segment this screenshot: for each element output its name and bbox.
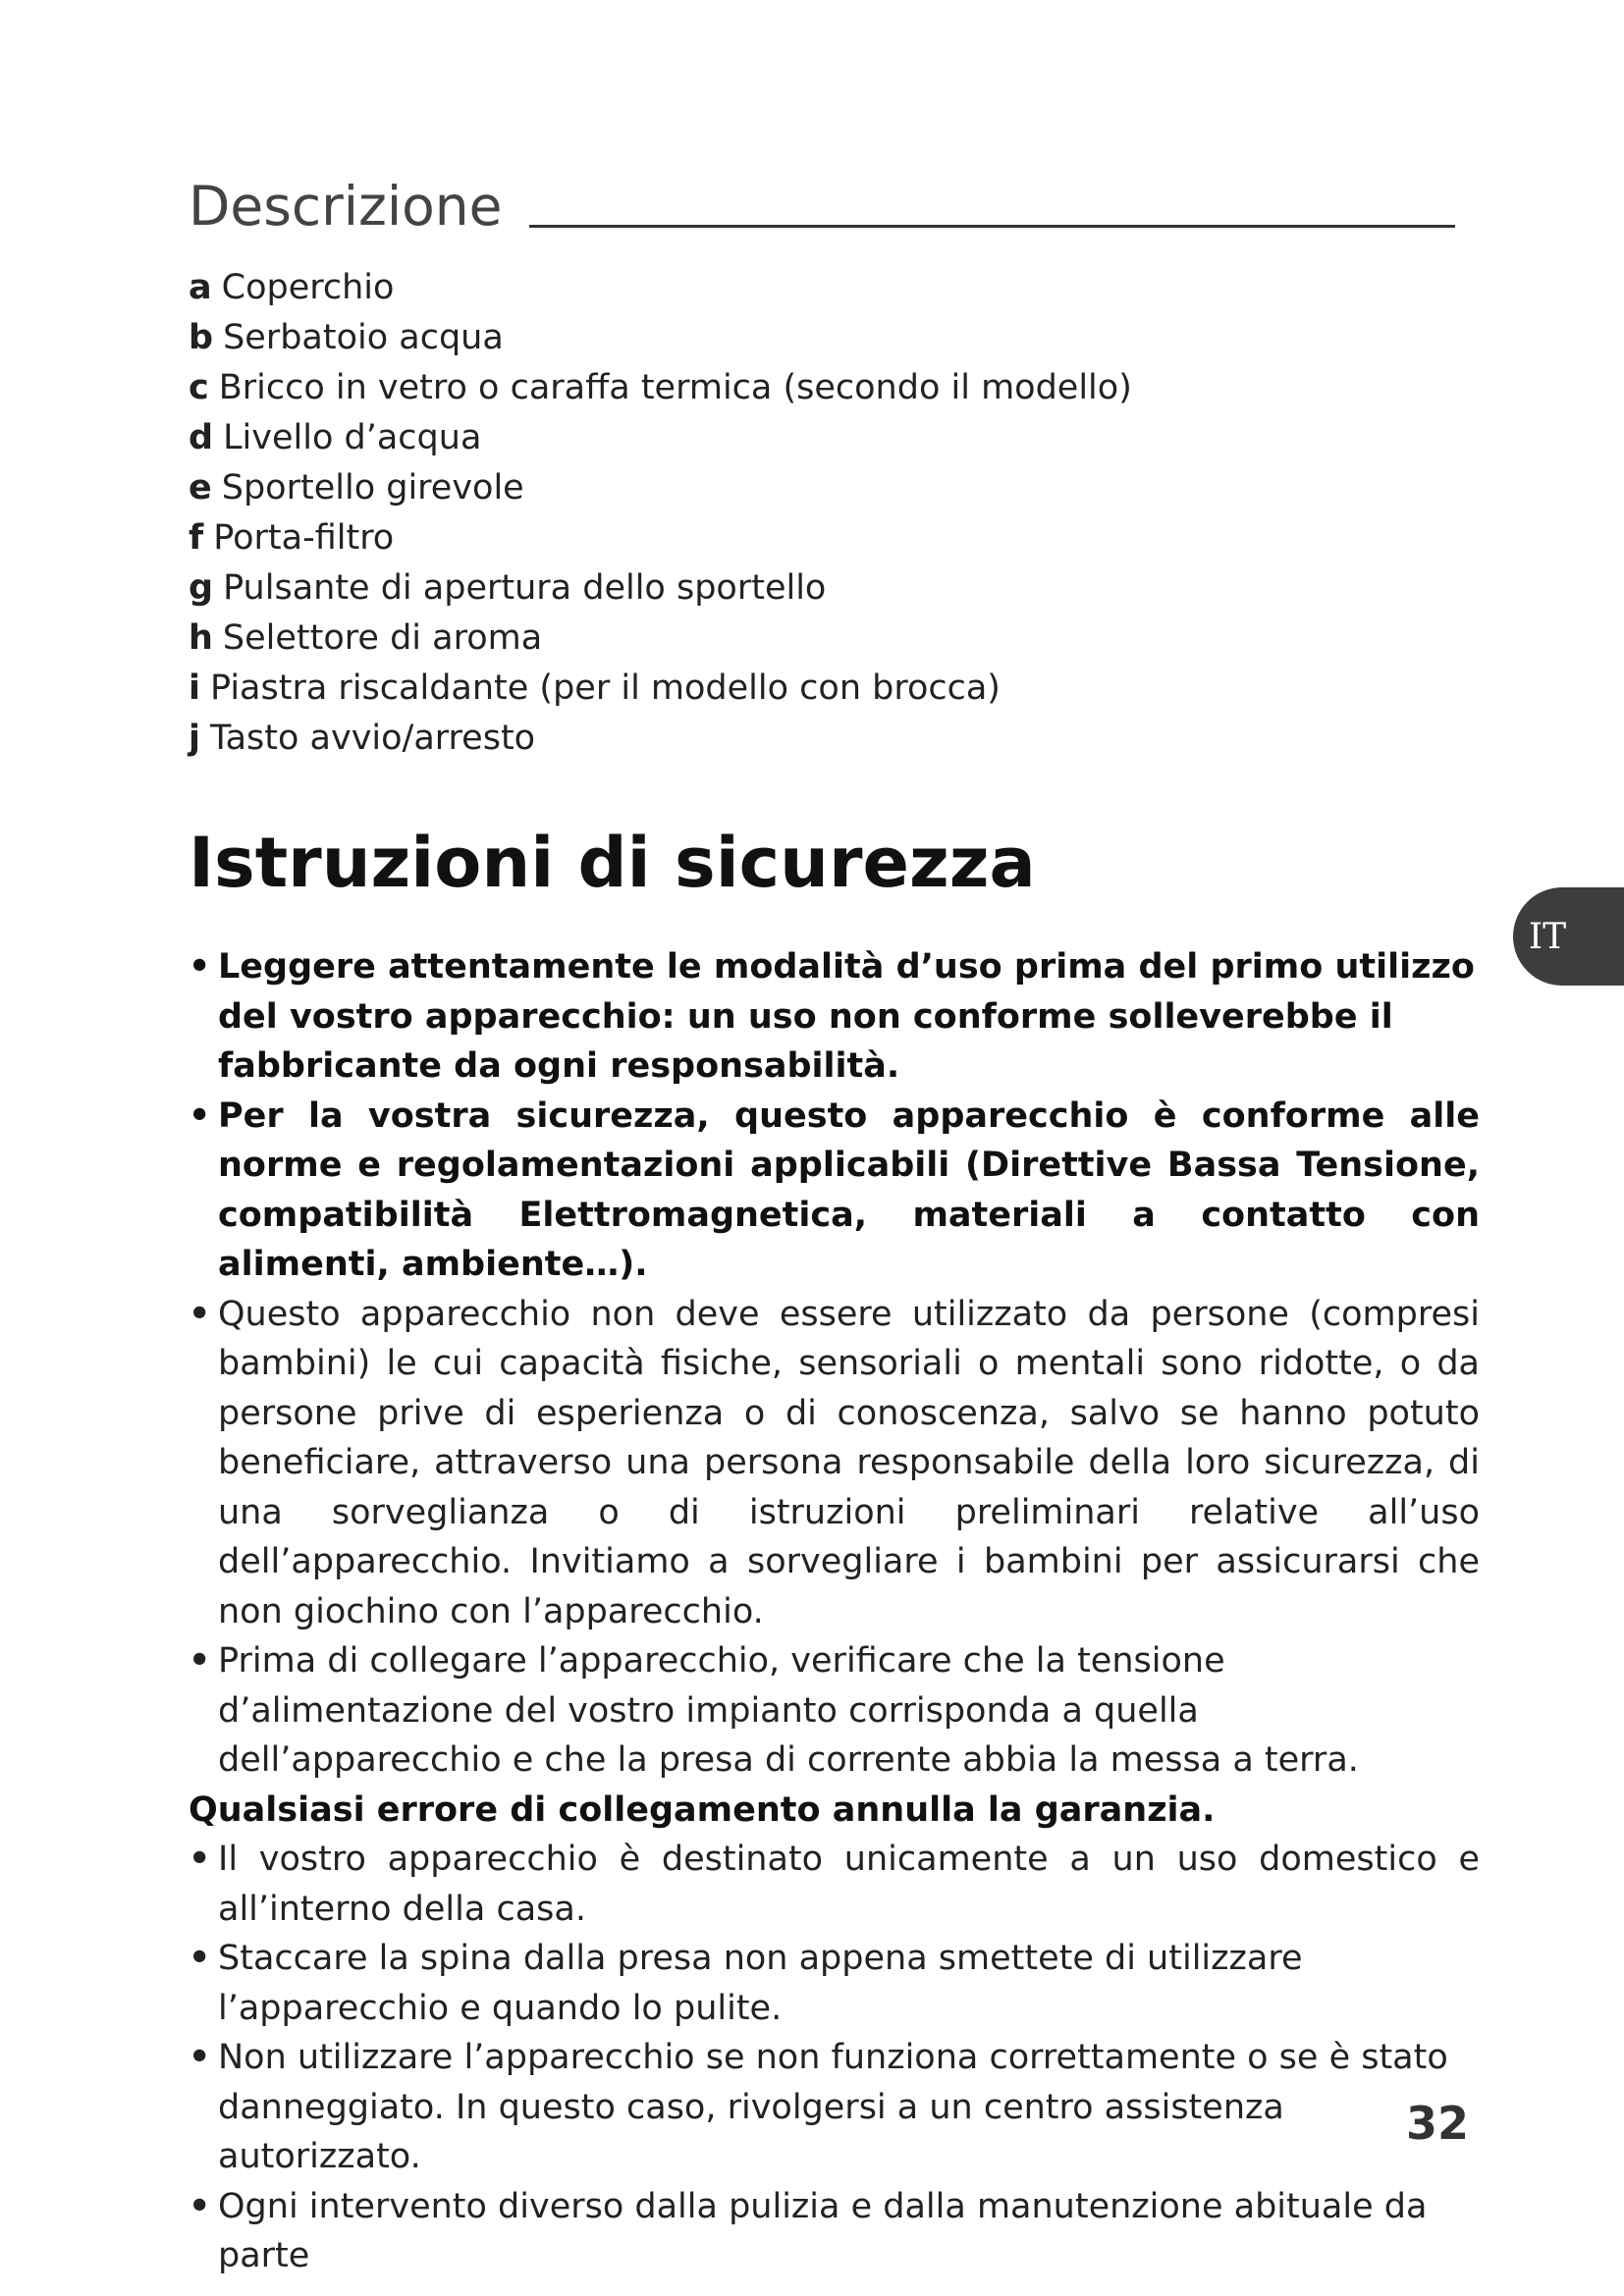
page-number: 32 bbox=[1405, 2097, 1469, 2150]
list-item bbox=[189, 563, 1465, 614]
list-item bbox=[189, 313, 1465, 363]
item-text: Coperchio bbox=[221, 268, 395, 307]
list-item bbox=[189, 263, 1465, 313]
bullet-icon: • bbox=[189, 1939, 211, 1978]
list-item bbox=[189, 664, 1465, 714]
bullet-icon: • bbox=[189, 1641, 211, 1681]
safety-item-text: Prima di collegare l’apparecchio, verificare che la tensione d’alimentazione del vostro impianto corrisponda a quella dell’apparecchio e che la presa di corrente abbia la messa a terra. bbox=[218, 1641, 1359, 1780]
safety-item-text: Per la vostra sicurezza, questo apparecchio è conforme alle norme e regolamentazioni applicabili (Direttive Bassa Tensione, compatibilità Elettromagnetica, materiali a contatto con alimenti, ambiente…). bbox=[218, 1095, 1480, 1284]
item-text: Pulsante di apertura dello sportello bbox=[223, 568, 827, 608]
item-text: Tasto avvio/arresto bbox=[210, 719, 536, 758]
item-letter: j bbox=[189, 719, 200, 758]
language-tab bbox=[1513, 887, 1624, 986]
list-item bbox=[189, 413, 1465, 463]
bullet-icon: • bbox=[189, 1095, 211, 1136]
safety-item-text: Questo apparecchio non deve essere utilizzato da persone (compresi bambini) le cui capacità fisiche, sensoriali o mentali sono ridotte, o da persone prive di esperienza o di conoscenza, salvo se hanno potuto beneficiare, attraverso una persona responsabile della loro sicurezza, di una sorveglianza o di istruzioni preliminari relative all’uso dell’apparecchio. Invitiamo a sorvegliare i bambini per assicurarsi che non giochino con l’apparecchio. bbox=[218, 1294, 1480, 1631]
language-label: IT bbox=[1528, 916, 1567, 957]
item-text: Selettore di aroma bbox=[222, 618, 543, 658]
item-text: Sportello girevole bbox=[221, 468, 524, 507]
heading-rule bbox=[529, 225, 1455, 228]
safety-item bbox=[189, 1290, 1480, 1637]
list-item bbox=[189, 714, 1465, 764]
bullet-icon: • bbox=[189, 2186, 211, 2226]
description-heading bbox=[189, 165, 1455, 238]
list-item bbox=[189, 513, 1465, 563]
list-item bbox=[189, 363, 1465, 413]
bullet-icon: • bbox=[189, 2038, 211, 2077]
item-letter: e bbox=[189, 468, 212, 507]
parts-list bbox=[189, 263, 1465, 764]
item-letter: d bbox=[189, 418, 214, 457]
item-letter: b bbox=[189, 318, 214, 357]
item-text: Bricco in vetro o caraffa termica (secondo il modello) bbox=[218, 368, 1132, 407]
warranty-warning: Qualsiasi errore di collegamento annulla la garanzia. bbox=[189, 1789, 1216, 1830]
safety-title: Istruzioni di sicurezza bbox=[189, 823, 1036, 903]
bullet-icon: • bbox=[189, 1294, 211, 1334]
item-text: Porta-filtro bbox=[213, 518, 395, 558]
item-letter: i bbox=[189, 668, 200, 708]
bullet-icon: • bbox=[189, 1840, 211, 1879]
safety-item-text: Non utilizzare l’apparecchio se non funziona correttamente o se è stato danneggiato. In questo caso, rivolgersi a un centro assistenza autorizzato. bbox=[218, 2038, 1448, 2176]
item-letter: a bbox=[189, 268, 212, 307]
safety-item bbox=[189, 2033, 1480, 2182]
item-letter: h bbox=[189, 618, 213, 658]
safety-item-text: Il vostro apparecchio è destinato unicamente a un uso domestico e all’interno della casa. bbox=[218, 1840, 1480, 1929]
item-letter: g bbox=[189, 568, 214, 608]
item-text: Piastra riscaldante (per il modello con brocca) bbox=[210, 668, 1001, 708]
safety-instructions bbox=[189, 942, 1480, 2281]
safety-item-text: Staccare la spina dalla presa non appena smettete di utilizzare l’apparecchio e quando lo pulite. bbox=[218, 1939, 1303, 2028]
list-item bbox=[189, 614, 1465, 664]
item-text: Livello d’acqua bbox=[223, 418, 482, 457]
bullet-icon: • bbox=[189, 947, 211, 987]
safety-item bbox=[189, 1934, 1480, 2033]
safety-item bbox=[189, 2182, 1480, 2281]
safety-item bbox=[189, 1835, 1480, 1934]
description-title: Descrizione bbox=[189, 175, 503, 238]
safety-item-text: Leggere attentamente le modalità d’uso prima del primo utilizzo del vostro apparecchio: un uso non conforme solleverebbe il fabbricante da ogni responsabilità. bbox=[218, 947, 1475, 1086]
item-letter: f bbox=[189, 518, 204, 558]
safety-item bbox=[189, 1636, 1480, 1786]
safety-item bbox=[189, 942, 1480, 1092]
item-text: Serbatoio acqua bbox=[223, 318, 504, 357]
item-letter: c bbox=[189, 368, 209, 407]
safety-item bbox=[189, 1092, 1480, 1290]
list-item bbox=[189, 463, 1465, 513]
safety-item-text: Ogni intervento diverso dalla pulizia e dalla manutenzione abituale da parte bbox=[218, 2186, 1428, 2275]
